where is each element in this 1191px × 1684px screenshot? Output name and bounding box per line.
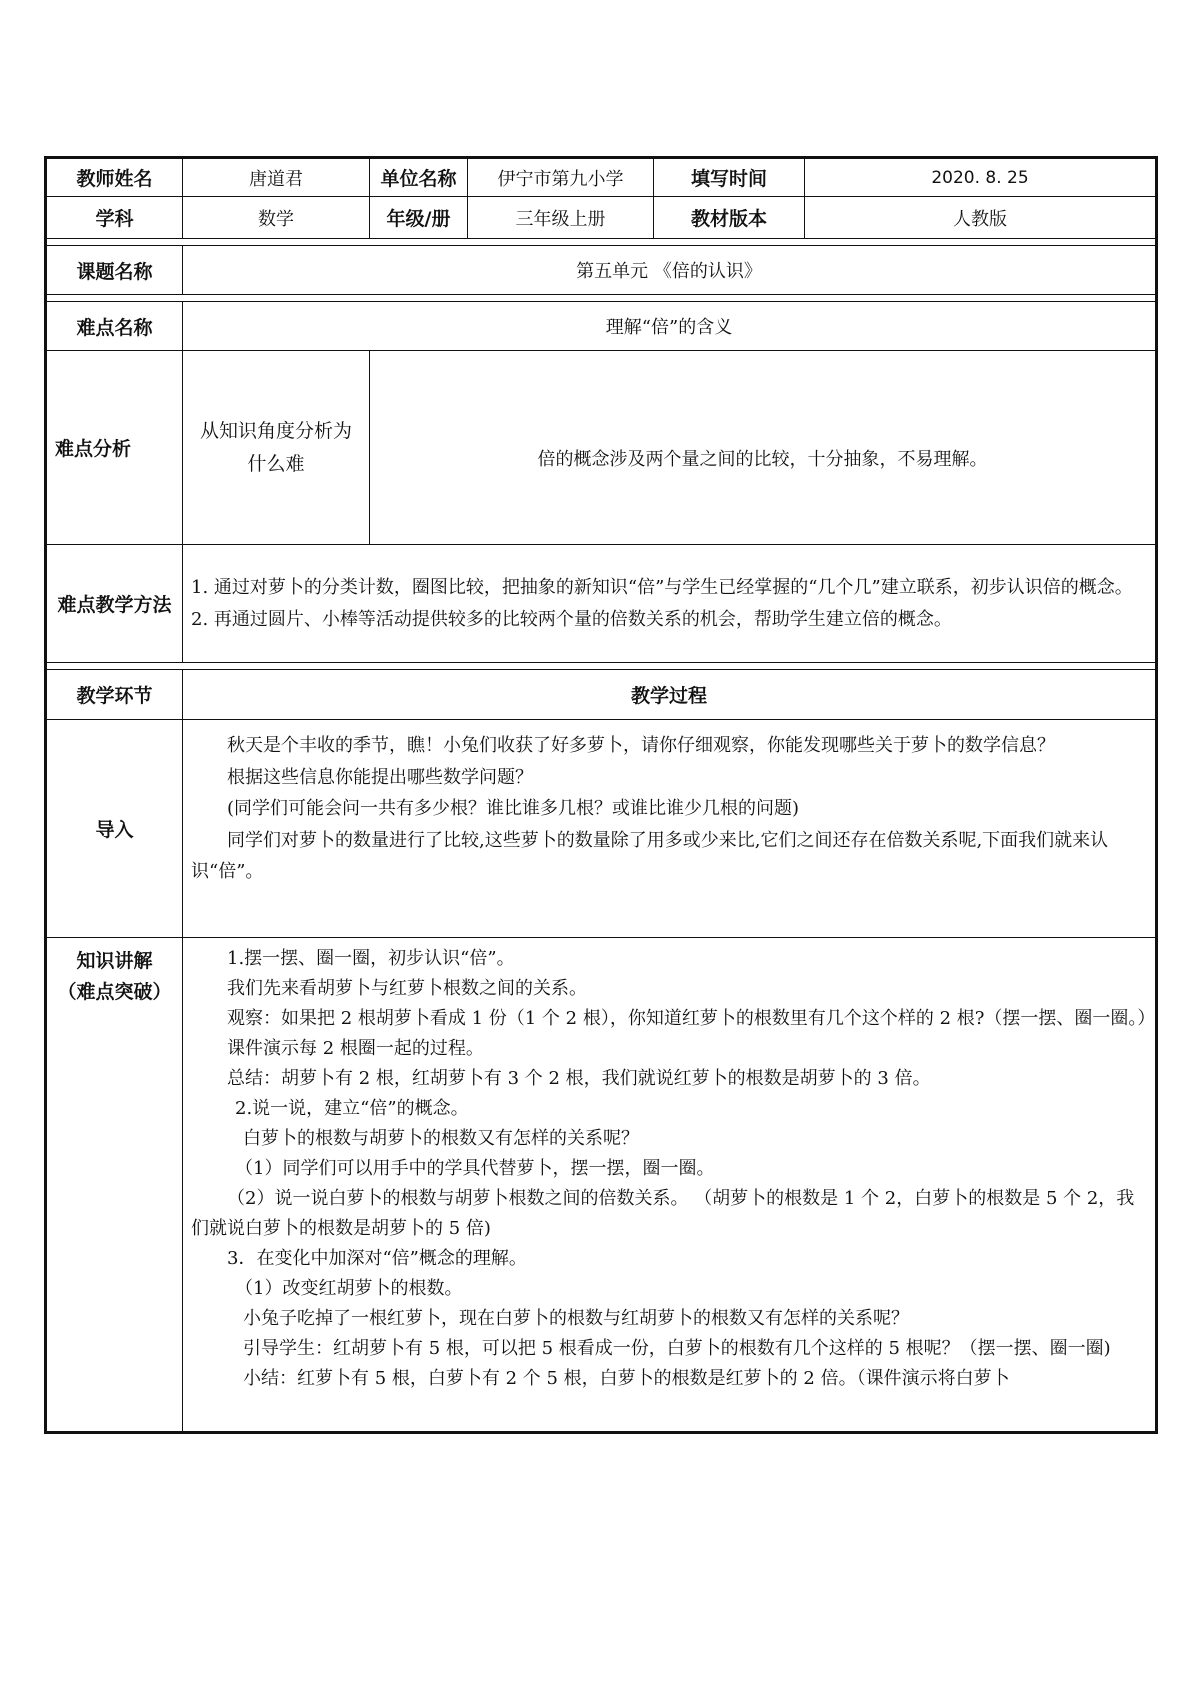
knowledge-content [183,938,1157,1433]
process-stage-label: 教学环节 [46,670,183,720]
knowledge-paragraph: 小结：红萝卜有 5 根，白萝卜有 2 个 5 根，白萝卜的根数是红萝卜的 2 倍。（课件演示将白萝卜 [243,1368,1010,1389]
knowledge-paragraph: 2.说一说，建立“倍”的概念。 [235,1098,469,1119]
knowledge-paragraph: 1.摆一摆、圈一圈，初步认识“倍”。 [227,948,515,969]
knowledge-paragraph: 课件演示每 2 根圈一起的过程。 [227,1038,484,1059]
analysis-row [46,351,1157,545]
topic-row [46,246,1157,295]
grade-value: 三年级上册 [468,197,654,239]
edition-value: 人教版 [805,197,1157,239]
analysis-label: 难点分析 [46,351,183,545]
method-label: 难点教学方法 [46,545,183,663]
knowledge-paragraph: 小兔子吃掉了一根红萝卜，现在白萝卜的根数与红胡萝卜的根数又有怎样的关系呢？ [243,1308,909,1329]
process-label: 教学过程 [183,670,1157,720]
subject-label: 学科 [46,197,183,239]
difficulty-row [46,302,1157,351]
grade-label: 年级/册 [370,197,468,239]
knowledge-paragraph: 白萝卜的根数与胡萝卜的根数又有怎样的关系呢？ [243,1128,639,1149]
intro-paragraph: 根据这些信息你能提出哪些数学问题？ [227,766,533,788]
knowledge-row [46,938,1157,1433]
lesson-plan-table [44,156,1158,1434]
knowledge-paragraph: （1）同学们可以用手中的学具代替萝卜，摆一摆，圈一圈。 [235,1158,715,1179]
unit-value: 伊宁市第九小学 [468,158,654,197]
lesson-plan-page [44,156,1155,1434]
spacer-row [46,239,1157,246]
spacer-row [46,295,1157,302]
spacer-row [46,663,1157,670]
knowledge-label-sub: （难点突破） [57,981,172,1003]
method-content [183,545,1157,663]
analysis-value: 倍的概念涉及两个量之间的比较，十分抽象，不易理解。 [370,351,1157,545]
knowledge-paragraph: 我们先来看胡萝卜与红萝卜根数之间的关系。 [227,978,587,999]
intro-paragraph: (同学们可能会问一共有多少根？谁比谁多几根？或谁比谁少几根的问题) [227,798,800,819]
knowledge-paragraph: （1）改变红胡萝卜的根数。 [235,1278,463,1299]
difficulty-label: 难点名称 [46,302,183,351]
date-label: 填写时间 [654,158,805,197]
unit-label: 单位名称 [370,158,468,197]
subject-value: 数学 [183,197,370,239]
knowledge-paragraph: 观察：如果把 2 根胡萝卜看成 1 份（1 个 2 根），你知道红萝卜的根数里有几个这个样的 2 根?（摆一摆、圈一圈。） [227,1008,1156,1029]
method-row [46,545,1157,663]
knowledge-paragraph: 总结：胡萝卜有 2 根，红胡萝卜有 3 个 2 根，我们就说红萝卜的根数是胡萝卜的 3 倍。 [227,1068,931,1089]
knowledge-paragraph: 3．在变化中加深对“倍”概念的理解。 [227,1248,527,1269]
intro-paragraph: 秋天是个丰收的季节，瞧！小兔们收获了好多萝卜，请你仔细观察，你能发现哪些关于萝卜的数学信息？ [227,735,1055,756]
teacher-value: 唐道君 [183,158,370,197]
topic-label: 课题名称 [46,246,183,295]
process-header-row [46,670,1157,720]
knowledge-label-main: 知识讲解 [76,950,153,972]
knowledge-paragraph: 引导学生：红胡萝卜有 5 根，可以把 5 根看成一份，白萝卜的根数有几个这样的 5 根呢？（摆一摆、圈一圈) [243,1338,1111,1359]
date-value: 2020. 8. 25 [805,158,1157,197]
intro-row [46,720,1157,938]
edition-label: 教材版本 [654,197,805,239]
difficulty-value: 理解“倍”的含义 [183,302,1157,351]
method-item-2: 2. 再通过圆片、小棒等活动提供较多的比较两个量的倍数关系的机会，帮助学生建立倍的概念。 [191,608,952,630]
header-row-1 [46,158,1157,197]
knowledge-label [46,938,183,1433]
intro-label: 导入 [46,720,183,938]
intro-content [183,720,1157,938]
teacher-label: 教师姓名 [46,158,183,197]
knowledge-paragraph: （2）说一说白萝卜的根数与胡萝卜根数之间的倍数关系。 （胡萝卜的根数是 1 个 2，白萝卜的根数是 5 个 2，我们就说白萝卜的根数是胡萝卜的 5 倍) [191,1188,1135,1239]
analysis-sub-label: 从知识角度分析为什么难 [183,351,370,545]
intro-paragraph: 同学们对萝卜的数量进行了比较,这些萝卜的数量除了用多或少来比,它们之间还存在倍数关系呢,下面我们就来认识“倍”。 [191,829,1109,882]
topic-value: 第五单元 《倍的认识》 [183,246,1157,295]
method-item-1: 1. 通过对萝卜的分类计数，圈图比较，把抽象的新知识“倍”与学生已经掌握的“几个几”建立联系，初步认识倍的概念。 [191,577,1133,598]
header-row-2 [46,197,1157,239]
